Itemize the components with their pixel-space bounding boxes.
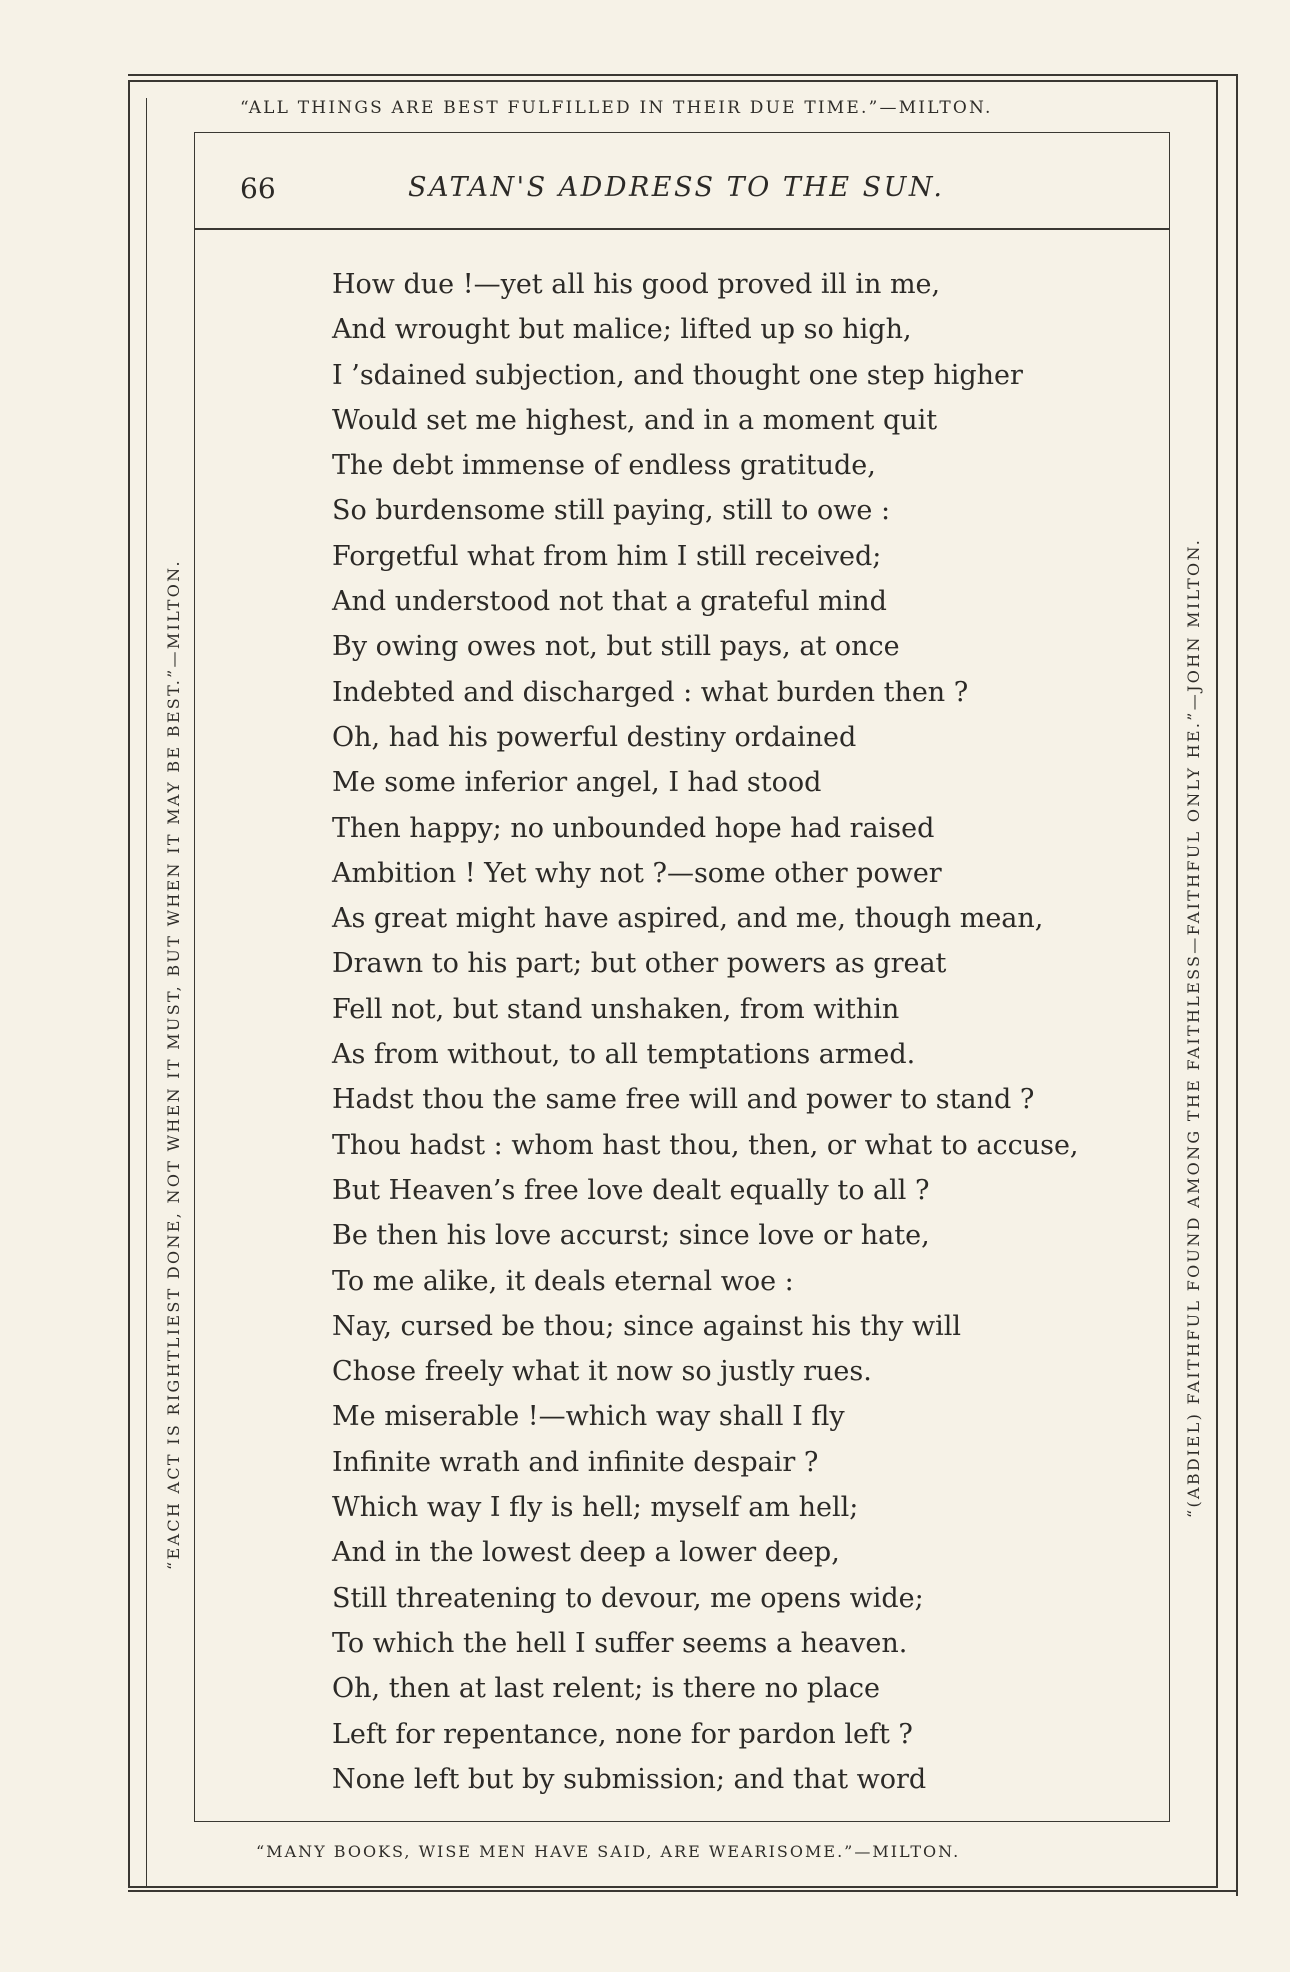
poem-line: I ’sdained subjection, and thought one step higher: [332, 359, 1023, 391]
poem-line: Hadst thou the same free will and power to stand ?: [332, 1084, 1035, 1116]
poem-line: Infinite wrath and infinite despair ?: [332, 1446, 819, 1478]
right-motto: “(ABDIEL) FAITHFUL FOUND AMONG THE FAITHLESS—FAITHFUL ONLY HE.”—JOHN MILTON.: [1184, 537, 1203, 1518]
poem-line: Would set me highest, and in a moment quit: [332, 404, 938, 436]
poem-line: Oh, then at last relent; is there no place: [332, 1673, 880, 1705]
poem-line: And wrought but malice; lifted up so high,: [332, 314, 912, 346]
poem-line: Oh, had his powerful destiny ordained: [332, 721, 857, 753]
poem-line: Indebted and discharged : what burden then ?: [332, 676, 969, 708]
poem-line: And understood not that a grateful mind: [332, 586, 887, 618]
poem-line: To me alike, it deals eternal woe :: [332, 1265, 794, 1297]
right-border-rule: [1236, 76, 1238, 1896]
bottom-motto: “MANY BOOKS, WISE MEN HAVE SAID, ARE WEARISOME.”—MILTON.: [256, 1842, 961, 1861]
top-motto: “ALL THINGS ARE BEST FULFILLED IN THEIR DUE TIME.”—MILTON.: [240, 98, 993, 118]
poem-line: But Heaven’s free love dealt equally to all ?: [332, 1174, 930, 1206]
page-title: SATAN'S ADDRESS TO THE SUN.: [408, 172, 945, 203]
poem-line: Forgetful what from him I still received;: [332, 540, 882, 572]
poem-line: How due !—yet all his good proved ill in me,: [332, 269, 941, 300]
poem-line: Left for repentance, none for pardon left ?: [332, 1718, 913, 1750]
poem-line: Still threatening to devour, me opens wide;: [332, 1582, 924, 1614]
poem-line: Then happy; no unbounded hope had raised: [332, 812, 935, 844]
poem-line: And in the lowest deep a lower deep,: [332, 1537, 840, 1569]
bottom-border-rule: [128, 1890, 1238, 1892]
poem: [332, 262, 1162, 1802]
left-motto: “EACH ACT IS RIGHTLIEST DONE, NOT WHEN IT MUST, BUT WHEN IT MAY BE BEST.”—MILTON.: [164, 559, 183, 1570]
poem-line: The debt immense of endless gratitude,: [332, 450, 876, 482]
poem-line: Me miserable !—which way shall I fly: [332, 1401, 845, 1433]
top-border-rule: [128, 74, 1238, 76]
poem-line: Thou hadst : whom hast thou, then, or what to accuse,: [332, 1129, 1079, 1161]
page-number: 66: [240, 172, 276, 205]
header-rule: [194, 228, 1170, 230]
poem-line: By owing owes not, but still pays, at once: [332, 631, 900, 663]
poem-line: Me some inferior angel, I had stood: [332, 767, 822, 799]
poem-line: Nay, cursed be thou; since against his thy will: [332, 1310, 961, 1342]
poem-line: Which way I fly is hell; myself am hell;: [332, 1492, 859, 1524]
poem-line: To which the hell I suffer seems a heaven.: [332, 1627, 908, 1659]
poem-line: Be then his love accurst; since love or hate,: [332, 1220, 930, 1252]
poem-line: As great might have aspired, and me, though mean,: [332, 903, 1044, 935]
poem-line: As from without, to all temptations armed.: [332, 1039, 916, 1071]
poem-line: Chose freely what it now so justly rues.: [332, 1356, 872, 1388]
poem-line: Ambition ! Yet why not ?—some other power: [332, 857, 942, 889]
poem-line: So burdensome still paying, still to owe :: [332, 495, 891, 527]
poem-line: Fell not, but stand unshaken, from within: [332, 993, 900, 1025]
poem-line: Drawn to his part; but other powers as great: [332, 948, 947, 980]
poem-line: None left but by submission; and that word: [332, 1763, 927, 1795]
